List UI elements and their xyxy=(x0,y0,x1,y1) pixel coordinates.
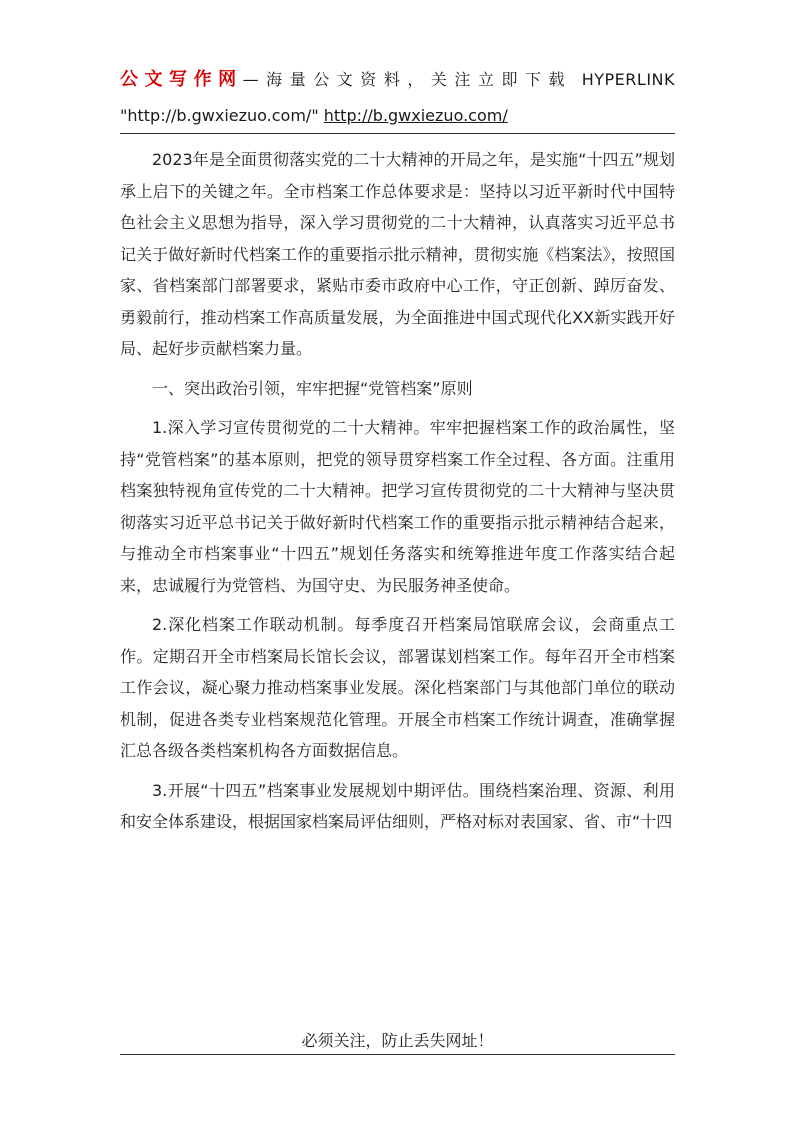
brand-name: 公文写作网 xyxy=(120,69,243,90)
paragraph-item-1: 1.深入学习宣传贯彻党的二十大精神。牢牢把握档案工作的政治属性，坚持“党管档案”的基本原则，把党的领导贯穿档案工作全过程、各方面。注重用档案独特视角宣传党的二十大精神。把学习宣传贯彻党的二十大精神与坚决贯彻落实习近平总书记关于做好新时代档案工作的重要指示批示精神结合起来，与推动全市档案事业“十四五”规划任务落实和统筹推进年度工作落实结合起来，忠诚履行为党管档、为国守史、为民服务神圣使命。 xyxy=(120,418,675,595)
header-line xyxy=(120,66,675,96)
page-footer: 必须关注，防止丢失网址！ xyxy=(301,1031,494,1050)
header-tagline: 海量公文资料，关注立即下载 xyxy=(261,70,573,89)
paragraph-item-3: 3.开展“十四五”档案事业发展规划中期评估。围绕档案治理、资源、利用和安全体系建设，根据国家档案局评估细则，严格对标对表国家、省、市“十四 xyxy=(120,780,675,831)
section-heading-1: 一、突出政治引领，牢牢把握“党管档案”原则 xyxy=(152,378,473,398)
header-dash: — xyxy=(242,70,262,89)
document-body xyxy=(120,144,675,838)
quoted-url-text: "http://b.gwxiezuo.com/" xyxy=(120,106,319,125)
page-header xyxy=(120,66,675,130)
hyperlink-field-code: HYPERLINK xyxy=(581,70,675,89)
header-divider xyxy=(120,133,675,134)
site-url-link[interactable]: http://b.gwxiezuo.com/ xyxy=(323,106,508,125)
footer-divider xyxy=(120,1054,675,1055)
header-url-line xyxy=(120,102,675,130)
paragraph-item-2: 2.深化档案工作联动机制。每季度召开档案局馆联席会议，会商重点工作。定期召开全市档案局长馆长会议，部署谋划档案工作。每年召开全市档案工作会议，凝心聚力推动档案事业发展。深化档案部门与其他部门单位的联动机制，促进各类专业档案规范化管理。开展全市档案工作统计调查，准确掌握汇总各级各类档案机构各方面数据信息。 xyxy=(120,615,675,760)
paragraph-intro: 2023年是全面贯彻落实党的二十大精神的开局之年，是实施“十四五”规划承上启下的关键之年。全市档案工作总体要求是：坚持以习近平新时代中国特色社会主义思想为指导，深入学习贯彻党的二十大精神，认真落实习近平总书记关于做好新时代档案工作的重要指示批示精神，贯彻实施《档案法》，按照国家、省档案部门部署要求，紧贴市委市政府中心工作，守正创新、踔厉奋发、勇毅前行，推动档案工作高质量发展，为全面推进中国式现代化XX新实践开好局、起好步贡献档案力量。 xyxy=(120,150,675,358)
